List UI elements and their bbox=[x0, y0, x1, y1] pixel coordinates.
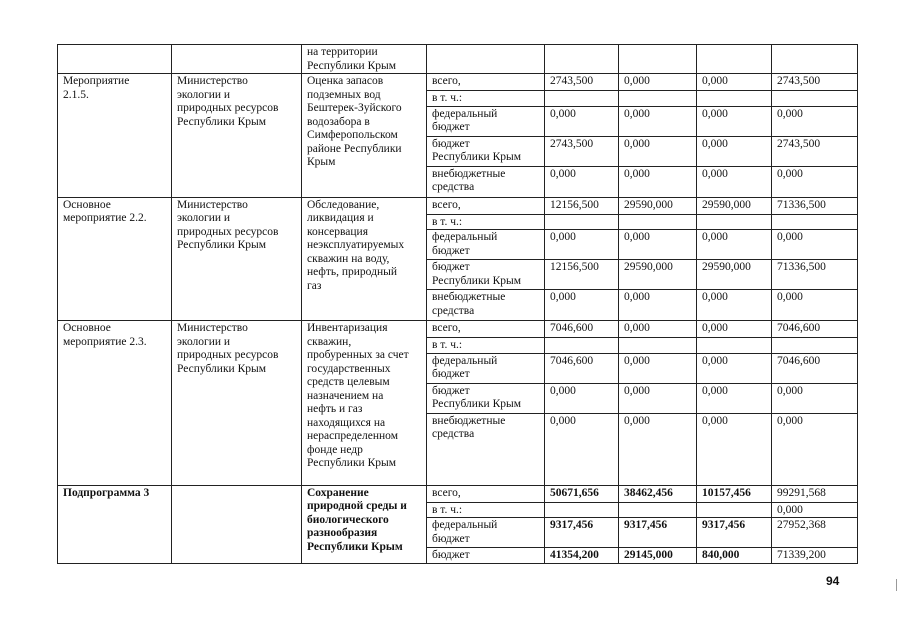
executor-cell: Министерство экологии и природных ресурсов Республики Крым bbox=[172, 74, 302, 198]
source-cell: федеральный бюджет bbox=[427, 353, 545, 383]
value-cell: 38462,456 bbox=[619, 485, 697, 502]
value-cell bbox=[619, 338, 697, 354]
value-cell bbox=[545, 338, 619, 354]
value-cell: 9317,456 bbox=[545, 518, 619, 548]
value-cell: 29590,000 bbox=[619, 197, 697, 214]
value-cell: 12156,500 bbox=[545, 197, 619, 214]
measure-cell: Мероприятие 2.1.5. bbox=[58, 74, 172, 198]
source-cell: внебюджетные средства bbox=[427, 290, 545, 321]
value-cell: 0,000 bbox=[697, 321, 772, 338]
value-cell: 7046,600 bbox=[545, 321, 619, 338]
value-cell: 0,000 bbox=[697, 290, 772, 321]
value-cell bbox=[697, 91, 772, 107]
value-cell: 7046,600 bbox=[545, 353, 619, 383]
value-cell bbox=[772, 45, 858, 74]
value-cell: 0,000 bbox=[772, 290, 858, 321]
value-cell: 0,000 bbox=[697, 136, 772, 166]
budget-table bbox=[57, 44, 858, 564]
description-cell: Оценка запасов подземных вод Бештерек-Зуйского водозабора в Симферопольском районе Республики Крым bbox=[302, 74, 427, 198]
measure-cell bbox=[58, 45, 172, 74]
value-cell: 7046,600 bbox=[772, 321, 858, 338]
value-cell: 0,000 bbox=[697, 106, 772, 136]
value-cell: 71336,500 bbox=[772, 197, 858, 214]
page-number: 94 bbox=[826, 574, 840, 588]
value-cell bbox=[697, 45, 772, 74]
value-cell: 7046,600 bbox=[772, 353, 858, 383]
value-cell bbox=[545, 502, 619, 518]
executor-cell bbox=[172, 485, 302, 563]
value-cell: 99291,568 bbox=[772, 485, 858, 502]
source-cell: бюджет bbox=[427, 548, 545, 564]
value-cell bbox=[545, 214, 619, 230]
table-row bbox=[58, 45, 858, 74]
source-cell bbox=[427, 45, 545, 74]
value-cell bbox=[772, 338, 858, 354]
value-cell: 0,000 bbox=[772, 413, 858, 485]
value-cell: 840,000 bbox=[697, 548, 772, 564]
source-cell: всего, bbox=[427, 74, 545, 91]
value-cell: 27952,368 bbox=[772, 518, 858, 548]
source-cell: в т. ч.: bbox=[427, 214, 545, 230]
value-cell: 0,000 bbox=[772, 383, 858, 413]
executor-cell: Министерство экологии и природных ресурсов Республики Крым bbox=[172, 321, 302, 486]
value-cell: 0,000 bbox=[619, 290, 697, 321]
value-cell: 0,000 bbox=[619, 166, 697, 197]
source-cell: в т. ч.: bbox=[427, 502, 545, 518]
value-cell: 9317,456 bbox=[619, 518, 697, 548]
value-cell: 29590,000 bbox=[697, 260, 772, 290]
table-row bbox=[58, 485, 858, 502]
value-cell: 0,000 bbox=[545, 383, 619, 413]
value-cell: 29590,000 bbox=[619, 260, 697, 290]
executor-cell bbox=[172, 45, 302, 74]
value-cell: 71339,200 bbox=[772, 548, 858, 564]
value-cell: 0,000 bbox=[619, 383, 697, 413]
table-row bbox=[58, 321, 858, 338]
value-cell: 0,000 bbox=[545, 413, 619, 485]
value-cell bbox=[697, 338, 772, 354]
value-cell: 2743,500 bbox=[772, 74, 858, 91]
measure-cell: Основное мероприятие 2.3. bbox=[58, 321, 172, 486]
source-cell: всего, bbox=[427, 485, 545, 502]
value-cell: 29590,000 bbox=[697, 197, 772, 214]
source-cell: в т. ч.: bbox=[427, 338, 545, 354]
source-cell: федеральный бюджет bbox=[427, 230, 545, 260]
value-cell: 71336,500 bbox=[772, 260, 858, 290]
value-cell: 0,000 bbox=[697, 383, 772, 413]
value-cell: 0,000 bbox=[545, 290, 619, 321]
value-cell: 0,000 bbox=[619, 353, 697, 383]
value-cell: 2743,500 bbox=[545, 136, 619, 166]
value-cell: 0,000 bbox=[619, 321, 697, 338]
value-cell bbox=[545, 45, 619, 74]
value-cell: 0,000 bbox=[545, 166, 619, 197]
value-cell: 0,000 bbox=[619, 413, 697, 485]
description-cell: Обследование, ликвидация и консервация неэксплуатируемых скважин на воду, нефть, природный газ bbox=[302, 197, 427, 321]
value-cell: 0,000 bbox=[545, 230, 619, 260]
executor-cell: Министерство экологии и природных ресурсов Республики Крым bbox=[172, 197, 302, 321]
value-cell bbox=[619, 91, 697, 107]
description-cell: Инвентаризация скважин, пробуренных за счет государственных средств целевым назначением на нефть и газ находящихся на нераспределенном фонде недр Республики Крым bbox=[302, 321, 427, 486]
value-cell: 0,000 bbox=[619, 230, 697, 260]
description-cell: Сохранение природной среды и биологического разнообразия Республики Крым bbox=[302, 485, 427, 563]
value-cell: 0,000 bbox=[619, 136, 697, 166]
value-cell bbox=[697, 214, 772, 230]
value-cell bbox=[619, 214, 697, 230]
value-cell: 0,000 bbox=[697, 413, 772, 485]
value-cell: 10157,456 bbox=[697, 485, 772, 502]
value-cell: 0,000 bbox=[697, 230, 772, 260]
value-cell: 2743,500 bbox=[772, 136, 858, 166]
value-cell bbox=[772, 214, 858, 230]
scan-edge-mark bbox=[896, 579, 897, 591]
value-cell: 0,000 bbox=[772, 502, 858, 518]
value-cell bbox=[697, 502, 772, 518]
value-cell: 2743,500 bbox=[545, 74, 619, 91]
source-cell: внебюджетные средства bbox=[427, 413, 545, 485]
value-cell: 0,000 bbox=[772, 106, 858, 136]
source-cell: внебюджетные средства bbox=[427, 166, 545, 197]
value-cell: 29145,000 bbox=[619, 548, 697, 564]
source-cell: бюджет Республики Крым bbox=[427, 136, 545, 166]
value-cell: 41354,200 bbox=[545, 548, 619, 564]
value-cell: 9317,456 bbox=[697, 518, 772, 548]
source-cell: всего, bbox=[427, 321, 545, 338]
source-cell: федеральный бюджет bbox=[427, 518, 545, 548]
measure-cell: Подпрограмма 3 bbox=[58, 485, 172, 563]
table-row bbox=[58, 197, 858, 214]
value-cell: 50671,656 bbox=[545, 485, 619, 502]
value-cell: 0,000 bbox=[545, 106, 619, 136]
value-cell bbox=[772, 91, 858, 107]
value-cell: 0,000 bbox=[772, 166, 858, 197]
value-cell: 0,000 bbox=[697, 166, 772, 197]
value-cell: 0,000 bbox=[697, 353, 772, 383]
value-cell: 0,000 bbox=[772, 230, 858, 260]
value-cell: 0,000 bbox=[697, 74, 772, 91]
description-cell: на территории Республики Крым bbox=[302, 45, 427, 74]
value-cell bbox=[619, 502, 697, 518]
value-cell: 0,000 bbox=[619, 74, 697, 91]
measure-cell: Основное мероприятие 2.2. bbox=[58, 197, 172, 321]
table-row bbox=[58, 74, 858, 91]
source-cell: бюджет Республики Крым bbox=[427, 260, 545, 290]
source-cell: в т. ч.: bbox=[427, 91, 545, 107]
value-cell: 0,000 bbox=[619, 106, 697, 136]
source-cell: федеральный бюджет bbox=[427, 106, 545, 136]
value-cell: 12156,500 bbox=[545, 260, 619, 290]
value-cell bbox=[545, 91, 619, 107]
source-cell: бюджет Республики Крым bbox=[427, 383, 545, 413]
source-cell: всего, bbox=[427, 197, 545, 214]
value-cell bbox=[619, 45, 697, 74]
